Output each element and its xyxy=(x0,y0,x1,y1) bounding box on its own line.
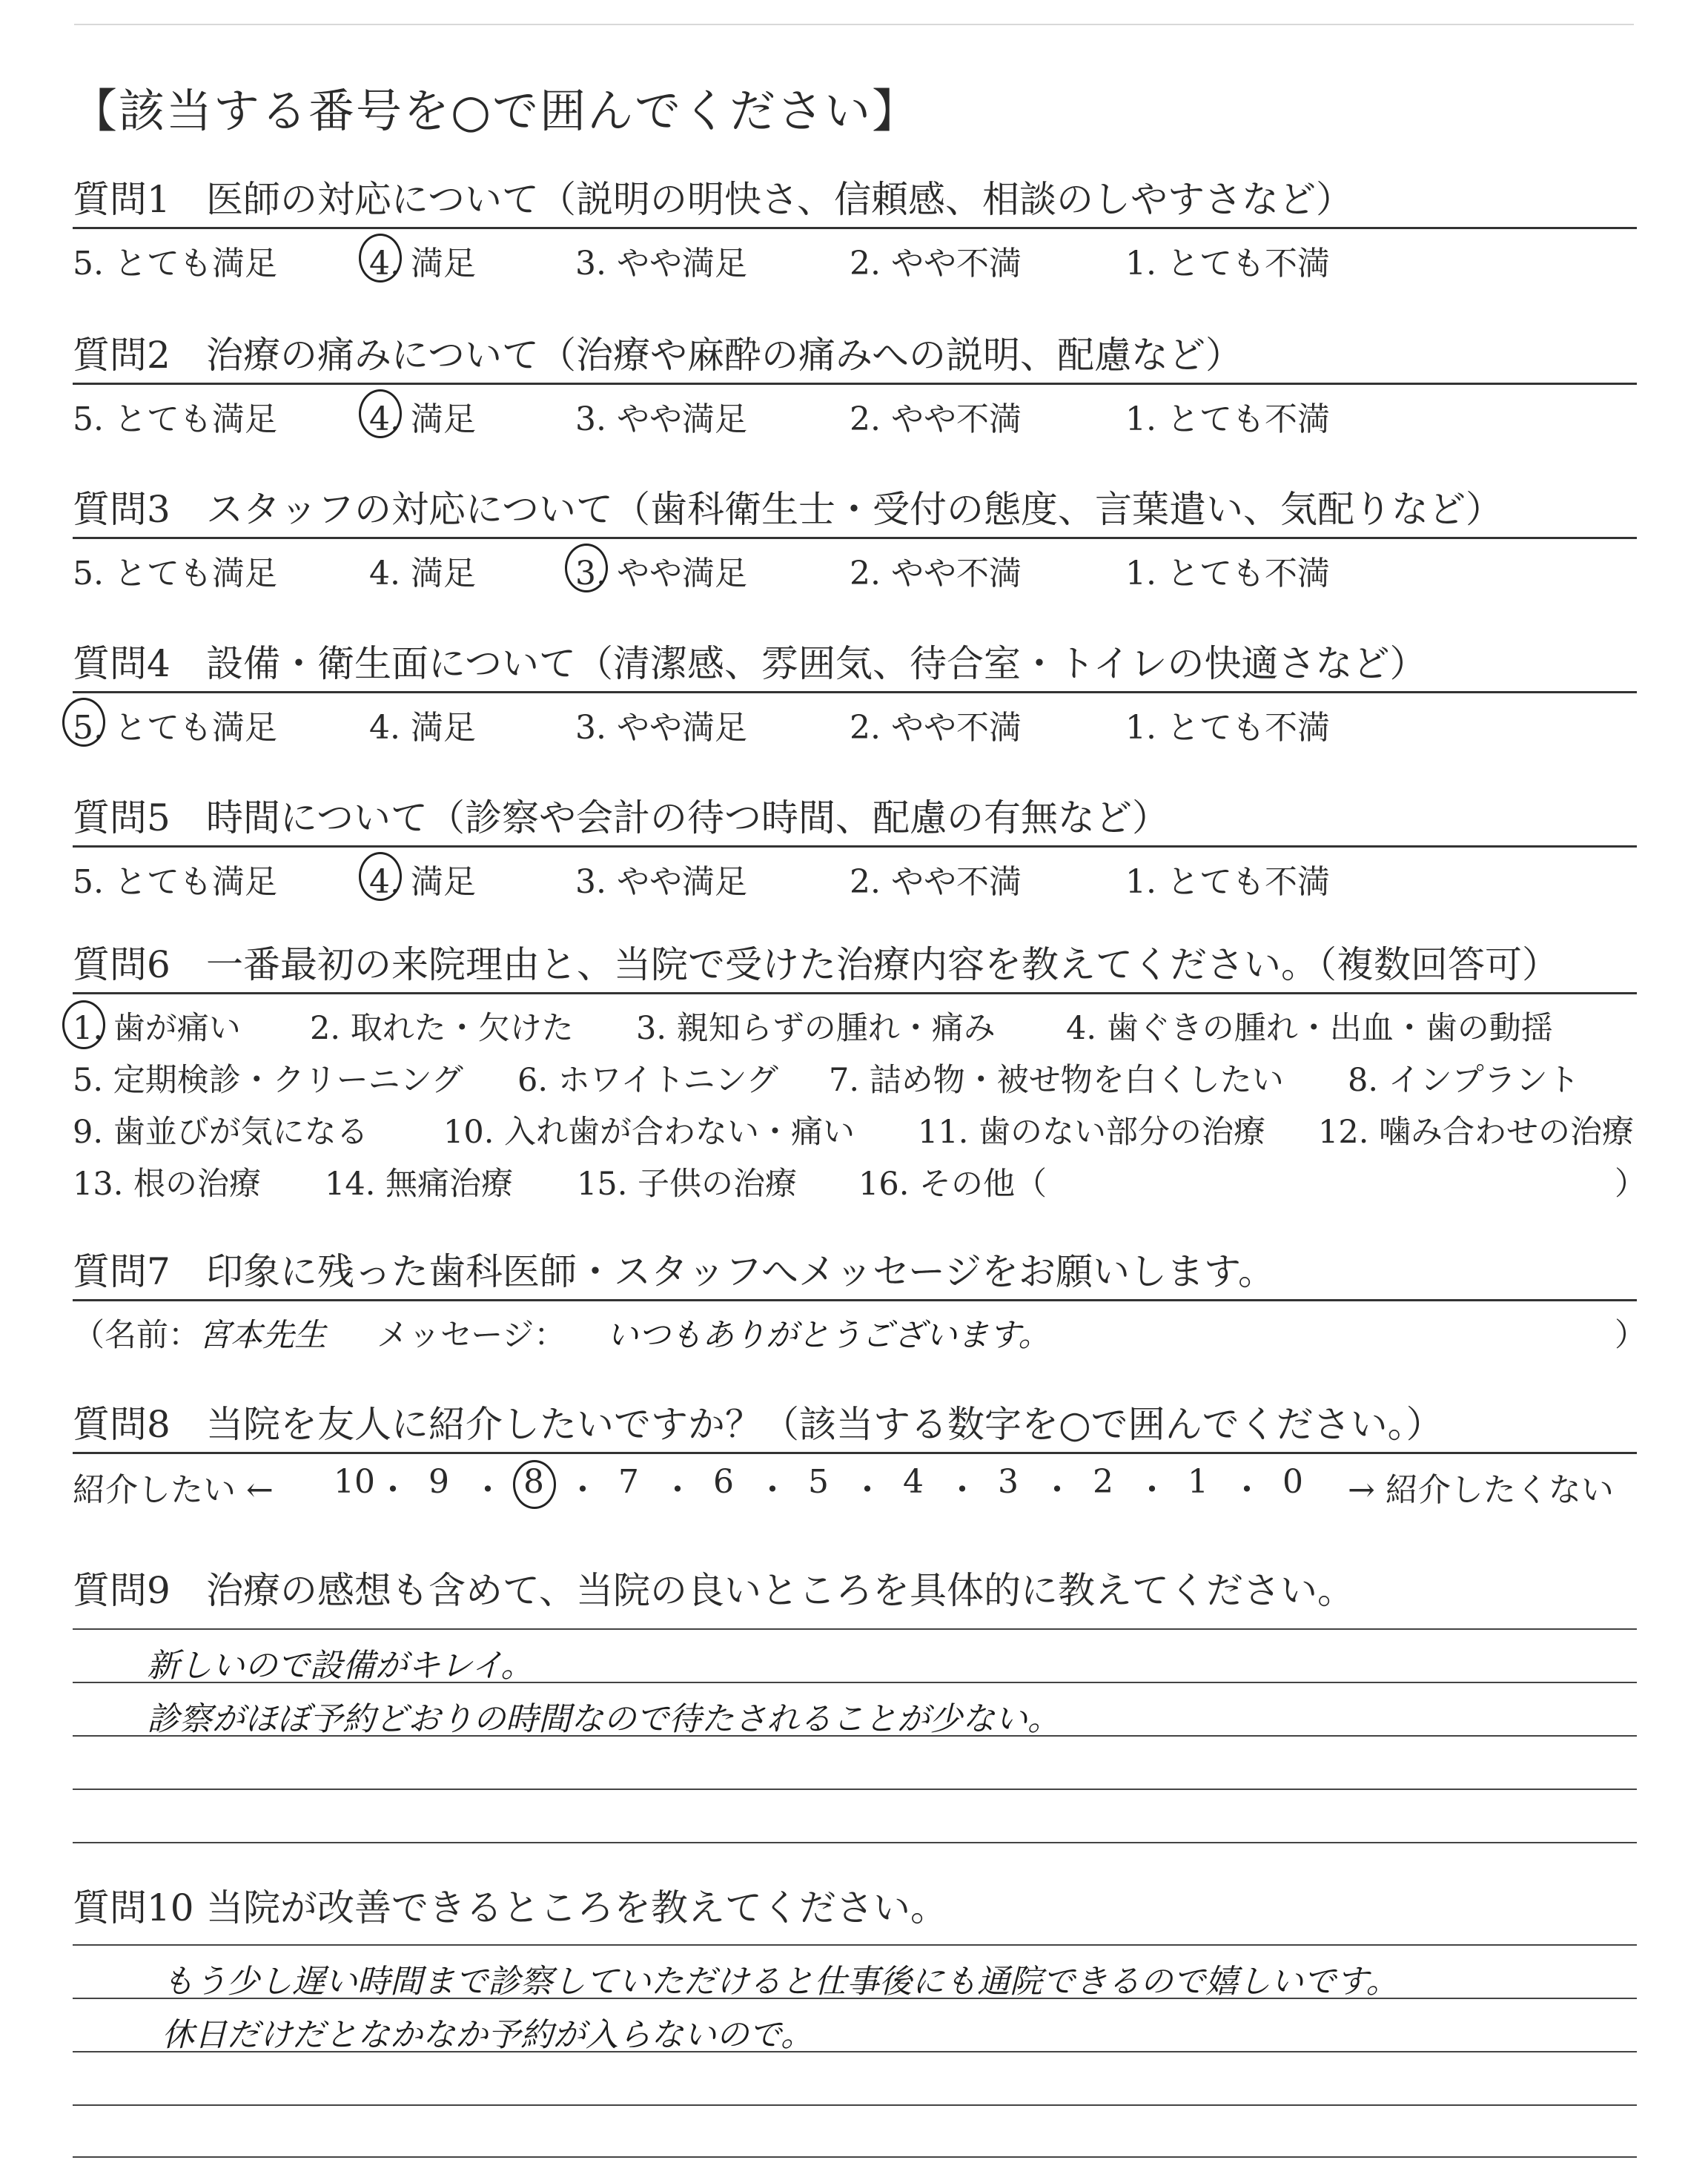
satisfaction-option[interactable]: 5. とても満足 xyxy=(73,400,277,438)
reason-option[interactable]: 7. 詰め物・被せ物を白くしたい xyxy=(829,1062,1284,1099)
question-5 xyxy=(73,793,1637,901)
question-2 xyxy=(73,331,1637,438)
satisfaction-option[interactable]: 1. とても不満 xyxy=(1125,863,1330,901)
scale-value[interactable]: 6 xyxy=(713,1463,734,1501)
answer-line xyxy=(73,1628,1637,1630)
reason-option[interactable]: 4. 歯ぐきの腫れ・出血・歯の動揺 xyxy=(1066,1010,1553,1047)
satisfaction-option[interactable]: 2. やや不満 xyxy=(850,400,1022,438)
message-label: メッセージ： xyxy=(377,1317,566,1354)
reason-option[interactable]: 13. 根の治療 xyxy=(73,1166,262,1203)
close-paren: ） xyxy=(1615,1317,1646,1354)
q10-answer-line-1[interactable]: もう少し遅い時間まで診察していただけると仕事後にも通院できるので嬉しいです。 xyxy=(162,1963,1399,2001)
question-1 xyxy=(73,175,1637,283)
question-8 xyxy=(73,1400,1637,1509)
scale-value[interactable]: 10 xyxy=(334,1463,375,1501)
reason-option[interactable]: 16. その他（ xyxy=(858,1166,1047,1203)
name-value[interactable]: 宮本先生 xyxy=(199,1317,326,1354)
scale-value[interactable]: 1 xyxy=(1188,1463,1208,1501)
reason-option[interactable]: 14. 無痛治療 xyxy=(325,1166,514,1203)
question-2-heading xyxy=(73,331,1637,385)
satisfaction-option[interactable]: 4. 満足 xyxy=(369,392,476,440)
scale-value[interactable]: 2 xyxy=(1093,1463,1113,1501)
answer-line xyxy=(73,2104,1637,2106)
scale-value[interactable]: 7 xyxy=(618,1463,639,1501)
scale-value[interactable]: 4 xyxy=(903,1463,924,1501)
scale-separator: ・ xyxy=(1231,1471,1263,1509)
question-2-options xyxy=(73,385,1637,438)
question-6-number: 質問6 xyxy=(73,943,171,986)
question-5-heading xyxy=(73,793,1637,848)
question-8-heading xyxy=(73,1400,1637,1454)
page-title: 【該当する番号を○で囲んでください】 xyxy=(71,84,920,138)
question-3-text: スタッフの対応について（歯科衛生士・受付の態度、言葉遣い、気配りなど） xyxy=(206,488,1503,531)
q10-answer-line-2[interactable]: 休日だけだとなかなか予約が入らないので。 xyxy=(162,2016,814,2054)
satisfaction-option[interactable]: 1. とても不満 xyxy=(1125,555,1330,592)
reason-option[interactable]: 3. 親知らずの腫れ・痛み xyxy=(636,1010,996,1047)
scale-separator: ・ xyxy=(377,1471,409,1509)
satisfaction-option[interactable]: 3. やや満足 xyxy=(575,863,747,901)
question-4-number: 質問4 xyxy=(73,642,171,685)
satisfaction-option[interactable]: 4. 満足 xyxy=(369,237,476,284)
scale-separator: ・ xyxy=(1041,1471,1073,1509)
satisfaction-option[interactable]: 2. やや不満 xyxy=(850,863,1022,901)
reason-option[interactable]: 8. インプラント xyxy=(1348,1062,1580,1099)
satisfaction-option[interactable]: 1. とても不満 xyxy=(1125,245,1330,283)
scale-value[interactable]: 8 xyxy=(523,1463,544,1501)
reason-option[interactable]: 11. 歯のない部分の治療 xyxy=(918,1114,1266,1151)
question-4 xyxy=(73,639,1637,747)
satisfaction-option[interactable]: 2. やや不満 xyxy=(850,245,1022,283)
question-3-options xyxy=(73,539,1637,592)
scale-value[interactable]: 9 xyxy=(428,1463,449,1501)
question-7-text: 印象に残った歯科医師・スタッフへメッセージをお願いします。 xyxy=(206,1250,1275,1293)
reason-option[interactable]: 10. 入れ歯が合わない・痛い xyxy=(443,1114,855,1151)
satisfaction-option[interactable]: 1. とても不満 xyxy=(1125,709,1330,747)
answer-line xyxy=(73,1842,1637,1843)
reason-option[interactable]: 15. 子供の治療 xyxy=(577,1166,798,1203)
question-9-number: 質問9 xyxy=(73,1569,171,1612)
question-8-number: 質問8 xyxy=(73,1403,171,1446)
reason-option[interactable]: 6. ホワイトニング xyxy=(517,1062,778,1099)
question-10-text: 当院が改善できるところを教えてください。 xyxy=(206,1886,947,1929)
question-6-text: 一番最初の来院理由と、当院で受けた治療内容を教えてください。（複数回答可） xyxy=(206,943,1559,986)
question-1-options xyxy=(73,229,1637,283)
reason-option[interactable]: 1. 歯が痛い xyxy=(73,1003,241,1048)
scale-value[interactable]: 5 xyxy=(808,1463,829,1501)
question-1-text: 医師の対応について（説明の明快さ、信頼感、相談のしやすさなど） xyxy=(206,178,1353,221)
name-label: （名前： xyxy=(73,1317,200,1354)
satisfaction-option[interactable]: 3. やや満足 xyxy=(575,546,747,594)
question-3-heading xyxy=(73,485,1637,539)
question-9-heading xyxy=(73,1566,1637,1618)
question-10-number: 質問10 xyxy=(73,1886,194,1929)
question-6-heading xyxy=(73,940,1637,994)
answer-line xyxy=(73,1944,1637,1946)
question-10-answer-lines xyxy=(73,1944,1637,2159)
satisfaction-option[interactable]: 3. やや満足 xyxy=(575,709,747,747)
satisfaction-option[interactable]: 5. とても満足 xyxy=(73,701,277,748)
scale-right-label: → 紹介したくない xyxy=(1348,1471,1614,1509)
question-4-options xyxy=(73,693,1637,747)
question-7-heading xyxy=(73,1247,1637,1301)
question-7-number: 質問7 xyxy=(73,1250,171,1293)
scale-separator: ・ xyxy=(946,1471,979,1509)
scale-separator: ・ xyxy=(661,1471,694,1509)
question-7-answer xyxy=(73,1301,1646,1354)
scale-separator: ・ xyxy=(756,1471,789,1509)
question-4-text: 設備・衛生面について（清潔感、雰囲気、待合室・トイレの快適さなど） xyxy=(206,642,1427,685)
satisfaction-option[interactable]: 4. 満足 xyxy=(369,555,476,592)
other-close-paren: ） xyxy=(1615,1166,1646,1203)
question-9-text: 治療の感想も含めて、当院の良いところを具体的に教えてください。 xyxy=(206,1569,1354,1612)
message-value[interactable]: いつもありがとうございます。 xyxy=(606,1317,1050,1354)
question-4-heading xyxy=(73,639,1637,693)
satisfaction-option[interactable]: 4. 満足 xyxy=(369,709,476,747)
question-3 xyxy=(73,485,1637,592)
question-3-number: 質問3 xyxy=(73,488,171,531)
reason-option[interactable]: 12. 噛み合わせの治療 xyxy=(1318,1114,1635,1151)
question-10-heading xyxy=(73,1883,1637,1935)
satisfaction-option[interactable]: 5. とても満足 xyxy=(73,245,277,283)
answer-line xyxy=(73,1789,1637,1790)
scale-separator: ・ xyxy=(1136,1471,1168,1509)
satisfaction-option[interactable]: 3. やや満足 xyxy=(575,400,747,438)
question-1-number: 質問1 xyxy=(73,178,171,221)
question-1-heading xyxy=(73,175,1637,229)
question-2-text: 治療の痛みについて（治療や麻酔の痛みへの説明、配慮など） xyxy=(206,334,1242,377)
question-7 xyxy=(73,1247,1646,1354)
question-9-answer-lines xyxy=(73,1628,1637,1851)
question-5-text: 時間について（診察や会計の待つ時間、配慮の有無など） xyxy=(206,796,1169,839)
question-2-number: 質問2 xyxy=(73,334,171,377)
question-6-options xyxy=(73,994,1646,1209)
satisfaction-option[interactable]: 1. とても不満 xyxy=(1125,400,1330,438)
scale-separator: ・ xyxy=(471,1471,504,1509)
question-6 xyxy=(73,940,1646,1209)
question-8-text: 当院を友人に紹介したいですか？（該当する数字を○で囲んでください。） xyxy=(206,1403,1443,1446)
q9-answer-line-1[interactable]: 新しいので設備がキレイ。 xyxy=(147,1647,534,1685)
satisfaction-option[interactable]: 5. とても満足 xyxy=(73,863,277,901)
question-9 xyxy=(73,1566,1637,1618)
q9-answer-line-2[interactable]: 診察がほぼ予約どおりの時間なので待たされることが少ない。 xyxy=(147,1700,1060,1738)
question-5-number: 質問5 xyxy=(73,796,171,839)
satisfaction-option[interactable]: 3. やや満足 xyxy=(575,245,747,283)
reason-option[interactable]: 5. 定期検診・クリーニング xyxy=(73,1062,463,1099)
scale-value[interactable]: 3 xyxy=(998,1463,1019,1501)
reason-option[interactable]: 2. 取れた・欠けた xyxy=(310,1010,574,1047)
recommend-scale xyxy=(73,1454,1637,1509)
scale-left-label: 紹介したい ← xyxy=(73,1471,274,1509)
scale-value[interactable]: 0 xyxy=(1282,1463,1303,1501)
satisfaction-option[interactable]: 5. とても満足 xyxy=(73,555,277,592)
satisfaction-option[interactable]: 2. やや不満 xyxy=(850,555,1022,592)
satisfaction-option[interactable]: 2. やや不満 xyxy=(850,709,1022,747)
satisfaction-option[interactable]: 4. 満足 xyxy=(369,855,476,902)
question-5-options xyxy=(73,848,1637,901)
answer-line xyxy=(73,2156,1637,2158)
question-10 xyxy=(73,1883,1637,1935)
scale-separator: ・ xyxy=(566,1471,599,1509)
top-divider xyxy=(74,24,1634,25)
scale-separator: ・ xyxy=(851,1471,884,1509)
reason-option[interactable]: 9. 歯並びが気になる xyxy=(73,1114,368,1151)
